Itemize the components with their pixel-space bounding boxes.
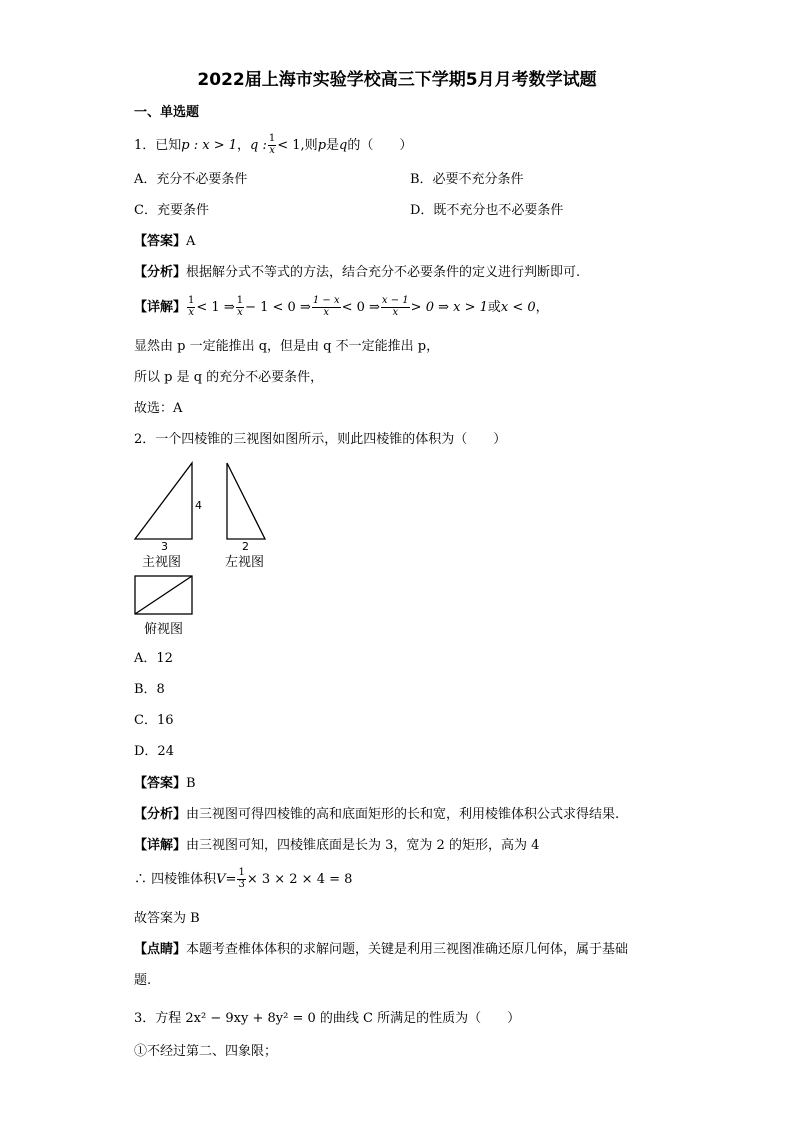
q2-option-d: D．24 [134, 744, 174, 759]
front-view-caption: 主视图 [142, 555, 182, 570]
q2-comment-line-2: 题. [134, 973, 152, 988]
q1-option-d: D．既不充分也不必要条件 [410, 203, 564, 218]
q1-comma: ， [237, 137, 251, 153]
q1-detail-tag: 【详解】 [134, 299, 187, 315]
q2-answer-value: B [186, 776, 196, 791]
q3-item-1: ①不经过第二、四象限； [134, 1044, 278, 1059]
page-title: 2022届上海市实验学校高三下学期5月月考数学试题 [197, 70, 597, 90]
q2-volume-rest: × 3 × 2 × 4 = 8 [246, 871, 353, 887]
side-view-triangle [227, 463, 265, 539]
q2-analysis-text: 由三视图可得四棱锥的高和底面矩形的长和宽，利用棱锥体积公式求得结果. [186, 807, 620, 822]
q2-volume-formula [134, 868, 352, 890]
q2-comment [134, 943, 628, 956]
front-view-triangle [135, 463, 192, 539]
q1-option-c: C．充要条件 [134, 203, 209, 218]
q2-comment-line-1: 本题考查椎体体积的求解问题，关键是利用三视图准确还原几何体，属于基础 [186, 942, 629, 957]
q1-detail-line-2: 显然由 p 一定能推出 q，但是由 q 不一定能推出 p， [134, 339, 440, 354]
q1-q: q [339, 137, 348, 153]
q2-conclusion: 故答案为 B [134, 911, 200, 926]
q1-detail-fraction-2: $\frac{1}{x}$ [236, 295, 244, 318]
q1-detail-fraction-3: $\frac{1 - x}{x}$ [312, 295, 340, 318]
q2-analysis [134, 808, 619, 821]
q2-volume-equals: = [225, 871, 237, 887]
q1-analysis [134, 266, 580, 279]
front-view-height-label: 4 [195, 499, 202, 512]
q1-p: p [317, 137, 327, 153]
q1-detail-or: 或 [487, 299, 501, 315]
q2-answer [134, 777, 196, 790]
q1-detail-fraction-4: $\frac{x - 1}{x}$ [381, 295, 409, 318]
q1-p-condition: p : x > 1 [181, 137, 238, 153]
q1-analysis-text: 根据解分式不等式的方法，结合充分不必要条件的定义进行判断即可. [186, 265, 581, 280]
q1-then: ,则 [300, 137, 318, 153]
q2-detail [134, 839, 539, 852]
q1-answer-value: A [186, 234, 196, 249]
q1-option-b: B．必要不充分条件 [410, 172, 524, 187]
q2-detail-tag: 【详解】 [134, 838, 187, 853]
q1-option-a: A．充分不必要条件 [134, 172, 248, 187]
q1-detail-fraction-1: $\frac{1}{x}$ [188, 295, 195, 318]
q2-comment-tag: 【点睛】 [134, 942, 187, 957]
q1-detail-step-5: x < 0 [500, 299, 536, 315]
three-view-drawing [125, 455, 285, 645]
q2-detail-text: 由三视图可知，四棱锥底面是长为 3，宽为 2 的矩形，高为 4 [186, 838, 540, 853]
q2-analysis-tag: 【分析】 [134, 807, 187, 822]
q1-detail-step-3: < 0 ⇒ [341, 299, 380, 315]
q1-analysis-tag: 【分析】 [134, 265, 187, 280]
q1-detail-line-4: 故选：A [134, 401, 183, 416]
q1-detail-line-3: 所以 p 是 q 的充分不必要条件， [134, 370, 324, 385]
q1-q-condition-prefix: q : [250, 137, 267, 153]
q1-prefix: 1．已知 [134, 137, 182, 153]
q1-answer [134, 235, 195, 248]
q1-detail-end: ， [535, 299, 549, 315]
q2-answer-tag: 【答案】 [134, 776, 187, 791]
q2-volume-prefix: ∴ 四棱锥体积 [134, 871, 217, 887]
q2-volume-symbol: V [216, 871, 226, 887]
q1-de: 的（ ） [347, 137, 413, 153]
side-view-caption: 左视图 [225, 555, 265, 570]
front-view-base-label: 3 [161, 540, 168, 553]
q2-option-b: B．8 [134, 682, 165, 697]
q2-volume-fraction: $\frac{1}{3}$ [238, 867, 245, 890]
side-view-base-label: 2 [242, 540, 249, 553]
q1-fraction: $\frac{1}{x}$ [268, 133, 276, 156]
question-3-stem: 3．方程 2x² − 9xy + 8y² = 0 的曲线 C 所满足的性质为（ ） [134, 1011, 521, 1026]
q2-option-c: C．16 [134, 713, 174, 728]
q2-option-a: A．12 [134, 651, 173, 666]
q1-lt-one: < 1 [277, 137, 301, 153]
q1-detail [134, 296, 549, 318]
top-view-diagonal [135, 576, 192, 614]
section-heading-single-choice: 一、单选题 [134, 105, 200, 120]
top-view-caption: 俯视图 [144, 622, 184, 637]
q1-is: 是 [326, 137, 340, 153]
question-2-stem: 2．一个四棱锥的三视图如图所示，则此四棱锥的体积为（ ） [134, 432, 507, 447]
q1-detail-step-4: > 0 ⇒ x > 1 [410, 299, 488, 315]
q1-answer-tag: 【答案】 [134, 234, 187, 249]
q1-detail-step-2: − 1 < 0 ⇒ [245, 299, 311, 315]
q1-detail-step-1: < 1 ⇒ [196, 299, 235, 315]
question-1-stem [134, 134, 412, 156]
